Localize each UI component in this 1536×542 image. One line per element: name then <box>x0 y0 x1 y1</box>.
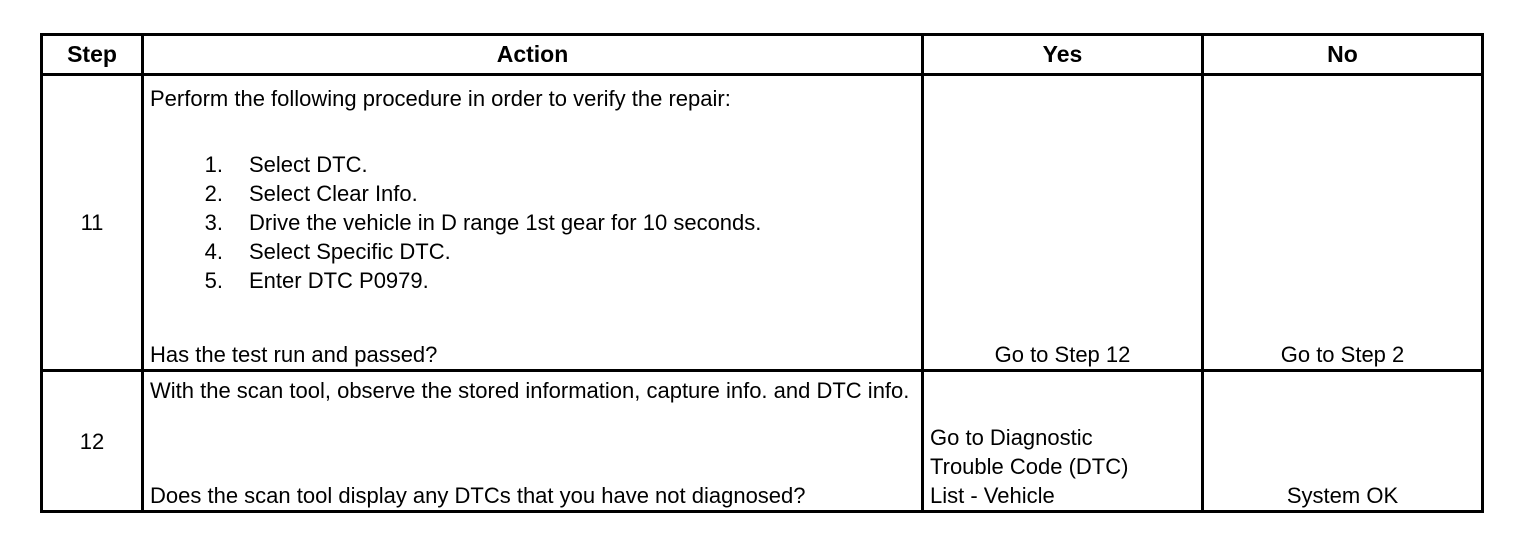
action-question: Does the scan tool display any DTCs that you have not diagnosed? <box>150 483 806 508</box>
list-item <box>150 237 761 266</box>
header-step: Step <box>42 35 143 75</box>
list-text: Select DTC. <box>249 152 368 177</box>
list-number: 3. <box>204 210 223 235</box>
yes-result-line: Go to Diagnostic <box>930 425 1093 450</box>
header-yes: Yes <box>923 35 1203 75</box>
list-item <box>150 150 761 179</box>
yes-result <box>923 371 1203 512</box>
step-number: 12 <box>42 371 143 512</box>
list-item <box>150 208 761 237</box>
list-number: 5. <box>204 268 223 293</box>
diagnostic-table <box>40 33 1484 513</box>
action-cell <box>143 371 923 512</box>
yes-result: Go to Step 12 <box>923 75 1203 371</box>
yes-result-line: List - Vehicle <box>930 483 1055 508</box>
list-text: Enter DTC P0979. <box>249 268 429 293</box>
action-question: Has the test run and passed? <box>150 342 438 367</box>
header-row <box>42 35 1483 75</box>
list-text: Select Clear Info. <box>249 181 418 206</box>
list-number: 4. <box>204 239 223 264</box>
table-row <box>42 75 1483 371</box>
table-row <box>42 371 1483 512</box>
action-intro: Perform the following procedure in order to verify the repair: <box>150 86 731 111</box>
header-action: Action <box>143 35 923 75</box>
procedure-list <box>150 150 761 295</box>
list-number: 2. <box>204 181 223 206</box>
action-cell <box>143 75 923 371</box>
list-number: 1. <box>204 152 223 177</box>
no-result: System OK <box>1203 371 1483 512</box>
header-no: No <box>1203 35 1483 75</box>
step-number: 11 <box>42 75 143 371</box>
list-item <box>150 266 761 295</box>
list-text: Drive the vehicle in D range 1st gear for 10 seconds. <box>249 210 762 235</box>
action-intro: With the scan tool, observe the stored information, capture info. and DTC info. <box>150 378 910 403</box>
yes-result-line: Trouble Code (DTC) <box>930 454 1129 479</box>
no-result: Go to Step 2 <box>1203 75 1483 371</box>
list-item <box>150 179 761 208</box>
list-text: Select Specific DTC. <box>249 239 451 264</box>
